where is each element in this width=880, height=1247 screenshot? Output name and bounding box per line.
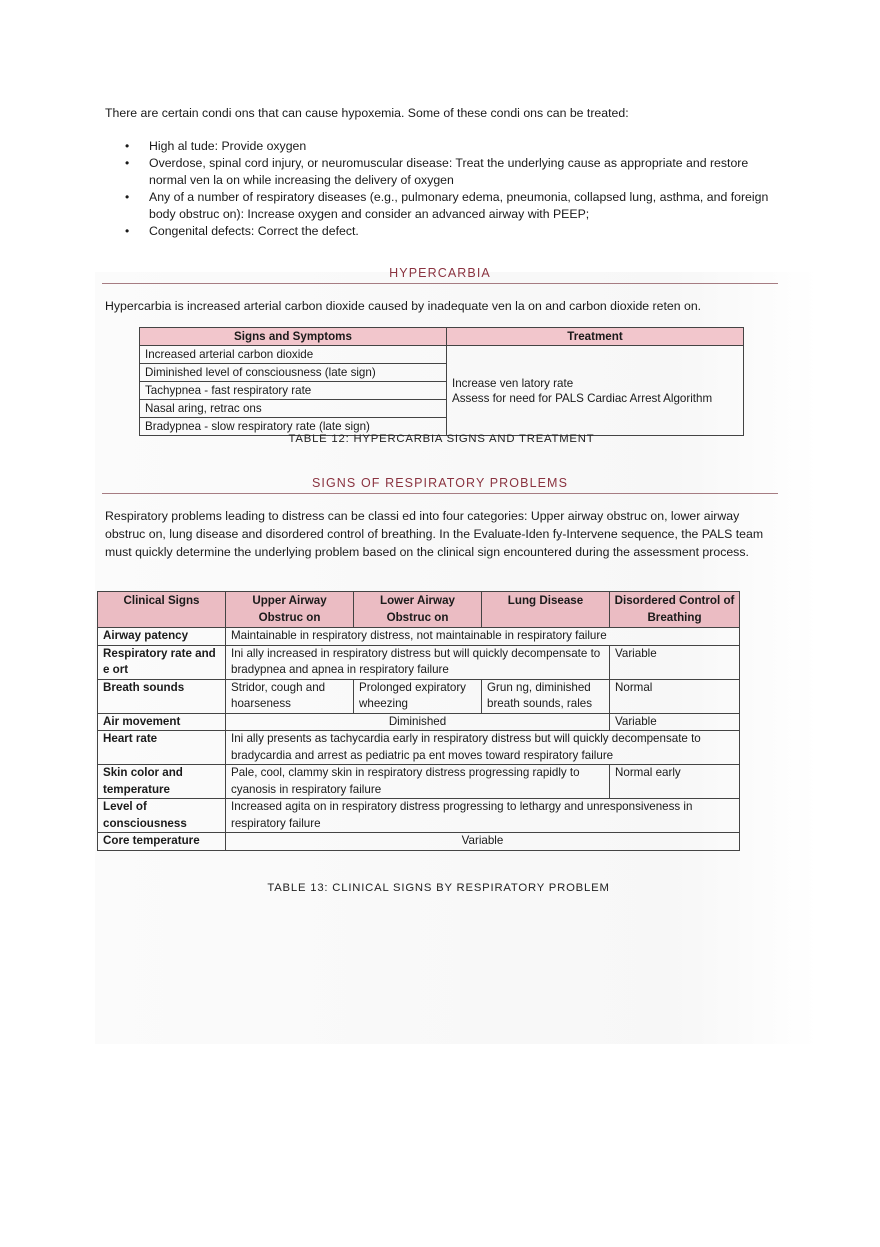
table-row: [140, 346, 744, 364]
table-cell: Normal early: [610, 765, 740, 799]
respiratory-problems-description: Respiratory problems leading to distress can be classi ed into four categories: Upper airway obstruc on, lower airway obstruc on, lung disease and disordered control of breathing. In the Evaluate-Iden fy-Intervene sequence, the PALS team must quickly determine the underlying problem based on the clinical sign encountered during the assessment process.: [105, 509, 764, 559]
row-label: Airway patency: [98, 628, 226, 646]
sign-cell: Increased arterial carbon dioxide: [140, 346, 447, 364]
table-header-row: [140, 328, 744, 346]
row-label: Skin color and temperature: [98, 765, 226, 799]
row-label: Core temperature: [98, 833, 226, 851]
table-12-caption: TABLE 12: HYPERCARBIA SIGNS AND TREATMENT: [288, 433, 595, 445]
hypercarbia-heading: HYPERCARBIA: [102, 266, 778, 284]
table-cell: Prolonged expiratory wheezing: [354, 679, 482, 713]
column-header: Clinical Signs: [98, 592, 226, 628]
table-cell: Variable: [610, 645, 740, 679]
column-header: Treatment: [447, 328, 744, 346]
treatment-cell: Increase ven latory rate Assess for need for PALS Cardiac Arrest Algorithm: [447, 346, 744, 436]
row-label: Respiratory rate and e ort: [98, 645, 226, 679]
table-cell: Pale, cool, clammy skin in respiratory distress progressing rapidly to cyanosis in respiratory failure: [226, 765, 610, 799]
table-row: [98, 799, 740, 833]
hypoxemia-intro: There are certain condi ons that can cause hypoxemia. Some of these condi ons can be treated:: [105, 106, 629, 120]
table-header-row: [98, 592, 740, 628]
table-cell: Diminished: [226, 713, 610, 731]
list-item: • Overdose, spinal cord injury, or neuromuscular disease: Treat the underlying cause as appropriate and restore normal ven la on while increasing the delivery of oxygen: [125, 156, 749, 187]
clinical-signs-table: [97, 591, 740, 851]
sign-cell: Tachypnea - fast respiratory rate: [140, 382, 447, 400]
table-cell: Variable: [610, 713, 740, 731]
list-item: • Any of a number of respiratory diseases (e.g., pulmonary edema, pneumonia, collapsed lung, asthma, and foreign body obstruc on): Increase oxygen and consider an advanced airway with PEEP;: [125, 190, 769, 221]
row-label: Heart rate: [98, 731, 226, 765]
table-row: [98, 765, 740, 799]
row-label: Level of consciousness: [98, 799, 226, 833]
row-label: Breath sounds: [98, 679, 226, 713]
table-row: [98, 833, 740, 851]
bullet-icon: •: [125, 139, 130, 153]
hypoxemia-treatment-list: [105, 138, 775, 240]
sign-cell: Nasal aring, retrac ons: [140, 400, 447, 418]
table-cell: Ini ally presents as tachycardia early in respiratory distress but will quickly decompensate to bradycardia and arrest as pediatric pa ent moves toward respiratory failure: [226, 731, 740, 765]
table-cell: Maintainable in respiratory distress, not maintainable in respiratory failure: [226, 628, 740, 646]
hypercarbia-description: Hypercarbia is increased arterial carbon dioxide caused by inadequate ven la on and carbon dioxide reten on.: [105, 299, 702, 313]
table-cell: Stridor, cough and hoarseness: [226, 679, 354, 713]
sign-cell: Bradypnea - slow respiratory rate (late sign): [140, 418, 447, 436]
table-cell: Ini ally increased in respiratory distress but will quickly decompensate to bradypnea and apnea in respiratory failure: [226, 645, 610, 679]
column-header: Disordered Control of Breathing: [610, 592, 740, 628]
column-header: Lung Disease: [482, 592, 610, 628]
column-header: Lower Airway Obstruc on: [354, 592, 482, 628]
table-13-caption: TABLE 13: CLINICAL SIGNS BY RESPIRATORY PROBLEM: [267, 882, 610, 894]
table-row: [98, 679, 740, 713]
column-header: Signs and Symptoms: [140, 328, 447, 346]
bullet-icon: •: [125, 156, 130, 170]
sign-cell: Diminished level of consciousness (late sign): [140, 364, 447, 382]
table-row: [98, 628, 740, 646]
table-cell: Increased agita on in respiratory distress progressing to lethargy and unresponsiveness in respiratory failure: [226, 799, 740, 833]
table-cell: Grun ng, diminished breath sounds, rales: [482, 679, 610, 713]
row-label: Air movement: [98, 713, 226, 731]
respiratory-problems-heading: SIGNS OF RESPIRATORY PROBLEMS: [102, 476, 778, 494]
bullet-icon: •: [125, 190, 130, 204]
hypercarbia-table: [139, 327, 744, 436]
bullet-icon: •: [125, 224, 130, 238]
table-cell: Normal: [610, 679, 740, 713]
table-row: [98, 645, 740, 679]
table-cell: Variable: [226, 833, 740, 851]
list-item: • High al tude: Provide oxygen: [125, 139, 307, 153]
table-row: [98, 731, 740, 765]
table-row: [98, 713, 740, 731]
column-header: Upper Airway Obstruc on: [226, 592, 354, 628]
list-item: • Congenital defects: Correct the defect.: [125, 224, 359, 238]
